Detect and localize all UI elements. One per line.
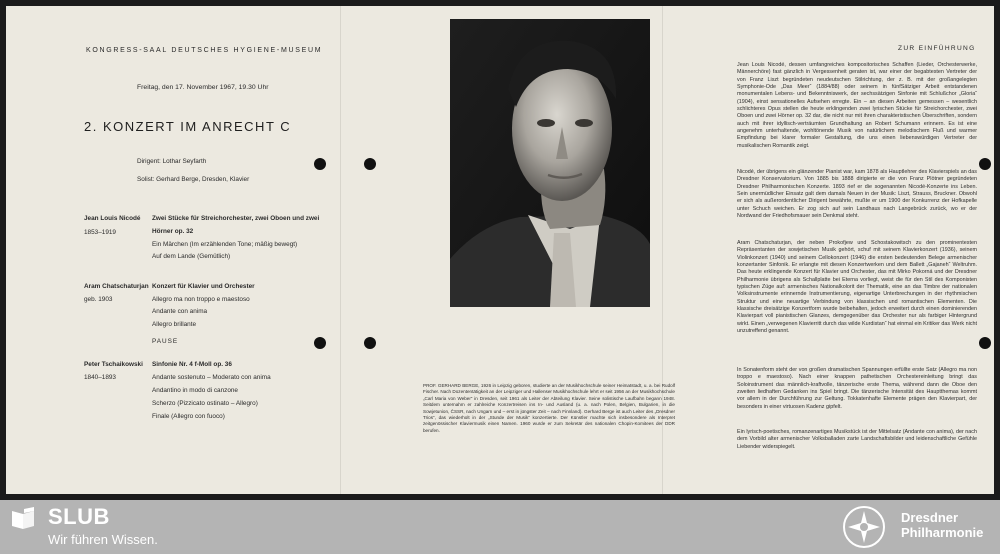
work-title: Sinfonie Nr. 4 f-Moll op. 36	[152, 361, 232, 368]
movement: Andantino in modo di canzone	[152, 387, 238, 394]
soloist: Solist: Gerhard Berge, Dresden, Klavier	[137, 176, 250, 183]
intro-paragraph: Ein lyrisch-poetisches, romanzenartiges Musikstück ist der Mittelsatz (Andante con anima), der nach dem Vorbild alter armenischer Volksballaden zarte Landschaftsbilder und leidenschaftliche Gefühle Liebender widerspiegelt.	[737, 429, 977, 450]
movement: Ein Märchen (Im erzählenden Tone; mäßig bewegt)	[152, 241, 298, 248]
slub-book-icon	[10, 507, 36, 531]
punch-hole	[364, 158, 376, 170]
intro-paragraph: Nicodé, der übrigens ein glänzender Pianist war, kam 1878 als Hauptlehrer des Klavierspiels an das Dresdner Konservatorium. Von 1885 bis 1888 dirigierte er die von Franz Plötner gegründeten Dresdner Philharmonischen Konzerte. 1893 rief er die sogenannten Nicodé-Konzerte ins Leben. Sein unermüdlicher Einsatz galt dem damals Neuen in der Musik: Liszt, Strauss, Bruckner. Obwohl er sich als außerordentlicher Dirigent bewährte, mußte er um 1900 der Konkurrenz der Hofkapelle unter Schuch weichen. Er zog sich auf sein Landhaus nach Langebrück zurück, wo er der Nordwand der Friedhofsmauer sein Denkmal steht.	[737, 169, 977, 220]
work-title: Zwei Stücke für Streichorchester, zwei Oboen und zwei	[152, 215, 320, 222]
composer-name: Aram Chatschaturjan	[84, 283, 149, 290]
philharmonie-emblem-icon	[842, 505, 886, 549]
composer-name: Jean Louis Nicodé	[84, 215, 141, 222]
portrait-photo	[450, 19, 650, 307]
movement: Allegro ma non troppo e maestoso	[152, 296, 250, 303]
intro-paragraph: Aram Chatschaturjan, der neben Prokofjew und Schostakowitsch zu den prominentesten Repräsentanten der sowjetischen Musik gehört, schuf mit seinem Klavierkonzert (1936), seinem Violinkonzert (1940) und seinem Cellokonzert (1946) die ersten bedeutenden Belege armenischer konzertanter Sinfonik. Er erlangte mit diesen Konzertwerken und dem Ballett „Gajaneh“ Weltruhm. Das heute erklingende Konzert für Klavier und Orchester, das mit Mirko Pokorná und der Dresdner Philharmonie übrigens als Schallplatte bei Eterna vorliegt, weist die für den Stil des Komponisten typischen Züge auf: armenisches Nationalkolorit der Thematik, eine an das Timbre der nationalen Volksinstrumente erinnernde Instrumentierung, eigenartige Unterbrechungen in der rhythmischen Struktur und eine neuartige Verbindung von klassischen und romantischen Elementen. Die klassische dreisätzige Konzertform wurde beibehalten, jedoch erweitert durch einen dominierenden Klavierpart voll pianistischen Glanzes, demgegenüber das Orchester nur als farbiger Hintergrund wirkt. Einen „verwegenen Klavierritt durch das wilde Kurdistan“ hat einmal ein Kritiker das Werk nicht unzutreffend genannt.	[737, 240, 977, 335]
concert-title: 2. KONZERT IM ANRECHT C	[84, 119, 292, 134]
concert-date: Freitag, den 17. November 1967, 19.30 Uhr	[137, 84, 269, 91]
punch-hole	[314, 337, 326, 349]
intro-paragraph: In Sonatenform steht der von großen dramatischen Spannungen erfüllte erste Satz (Allegro ma non troppo e maestoso). Nach einer knappen pathetischen Orchestereinleitung bringt das Soloinstrument das männlich-kraftvolle, tänzerische erste Thema, während dann die Oboe den zweiten liedhaften Gedanken ins Spiel bringt. Die tänzerische Intensität des Hauptthemas kommt vor allem in der Durchführung zur Geltung. Tokkatenhafte Elemente prägen den Klavierpart, der besonders in einer virtuosen Kadenz gipfelt.	[737, 367, 977, 410]
punch-hole	[314, 158, 326, 170]
work-title: Hörner op. 32	[152, 228, 194, 235]
composer-years: geb. 1903	[84, 296, 113, 303]
philharmonie-name-line1: Dresdner	[901, 510, 959, 525]
slub-logo-text: SLUB	[48, 504, 110, 529]
fold-line	[340, 6, 341, 494]
movement: Finale (Allegro con fuoco)	[152, 413, 225, 420]
movement: Auf dem Lande (Gemütlich)	[152, 253, 231, 260]
philharmonie-name-line2: Philharmonie	[901, 525, 984, 540]
footer-bar	[0, 500, 1000, 554]
composer-years: 1840–1893	[84, 374, 116, 381]
composer-years: 1853–1919	[84, 229, 116, 236]
movement: Andante sostenuto – Moderato con anima	[152, 374, 271, 381]
pause-label: PAUSE	[152, 338, 179, 345]
punch-hole	[979, 337, 991, 349]
composer-name: Peter Tschaikowski	[84, 361, 143, 368]
conductor: Dirigent: Lothar Seyfarth	[137, 158, 207, 165]
venue-line: KONGRESS-SAAL DEUTSCHES HYGIENE-MUSEUM	[86, 47, 323, 54]
section-heading: ZUR EINFÜHRUNG	[898, 45, 976, 52]
punch-hole	[979, 158, 991, 170]
movement: Andante con anima	[152, 308, 208, 315]
movement: Scherzo (Pizzicato ostinato – Allegro)	[152, 400, 258, 407]
movement: Allegro brillante	[152, 321, 197, 328]
slub-slogan: Wir führen Wissen.	[48, 532, 158, 547]
soloist-biography: PROF. GERHARD BERGE, 1926 in Leipzig geboren, studierte an der Musikhochschule seiner Heimatstadt, u. a. bei Rudolf Fischer. Nach Dozententätigkeit an der Leipziger und Hallenser Musikhochschule lehrt er seit 1956 an der Musikhochschule „Carl Maria von Weber“ in Dresden, seit 1961 als Leiter der Abteilung Klavier. Seine solistische Laufbahn begann 1948. Seitdem unternahm er zahlreiche Konzertreisen ins In- und Ausland (u. a. nach Polen, Belgien, Bulgarien, in die Sowjetunion, ČSSR, nach Ungarn und – erst in jüngster Zeit – nach Finnland). Gerhard Berge ist auch Leiter des „Dresdner Trios“, das wiederholt in der „Stunde der Musik“ konzertierte. Der Künstler machte sich insbesondere als Interpret zeitgenössischer Klaviermusik einen Namen. 1960 wurde er zum Sekretär des nationalen Chopin-Komitees der DDR berufen.	[423, 383, 675, 433]
work-title: Konzert für Klavier und Orchester	[152, 283, 255, 290]
intro-paragraph: Jean Louis Nicodé, dessen umfangreiches kompositorisches Schaffen (Lieder, Orchesterwerke, Männerchöre) fast gänzlich in Vergessenheit geraten ist, war einer der begabtesten Vertreter der von Franz Liszt begründeten neudeutschen Stilrichtung, der z. B. mit der großangelegten Symphonie-Ode „Das Meer“ (1884/88) oder seinem in fünfSätziger Arbeit entstandenen monumentalen Lebens- und Bekenntniswerk, der sechssätzigen Sinfonie mit Schlußchor „Gloria“ (1904), einst sensationelles Aufsehen erregte. Ein – an diesen Arbeiten gemessen – wesentlich schlichteres Opus stellen die heute erklingenden zwei lyrischen Stücke für Streichorchester, zwei Oboen und zwei Hörner op. 32 dar, die nicht nur mit ihren charakteristischen Überschriften, sondern auch mit ihrer idyllisch-verträumten Grundhaltung an Robert Schumann erinnern. Es ist eine angenehm unterhaltende, wohltönende Musik von natürlichem melodischem Fluß und warmer Empfindung bei klarer formaler Gestaltung, die uns einen liebenswürdigen Vertreter der musikalischen Romantik zeigt.	[737, 62, 977, 149]
punch-hole	[364, 337, 376, 349]
